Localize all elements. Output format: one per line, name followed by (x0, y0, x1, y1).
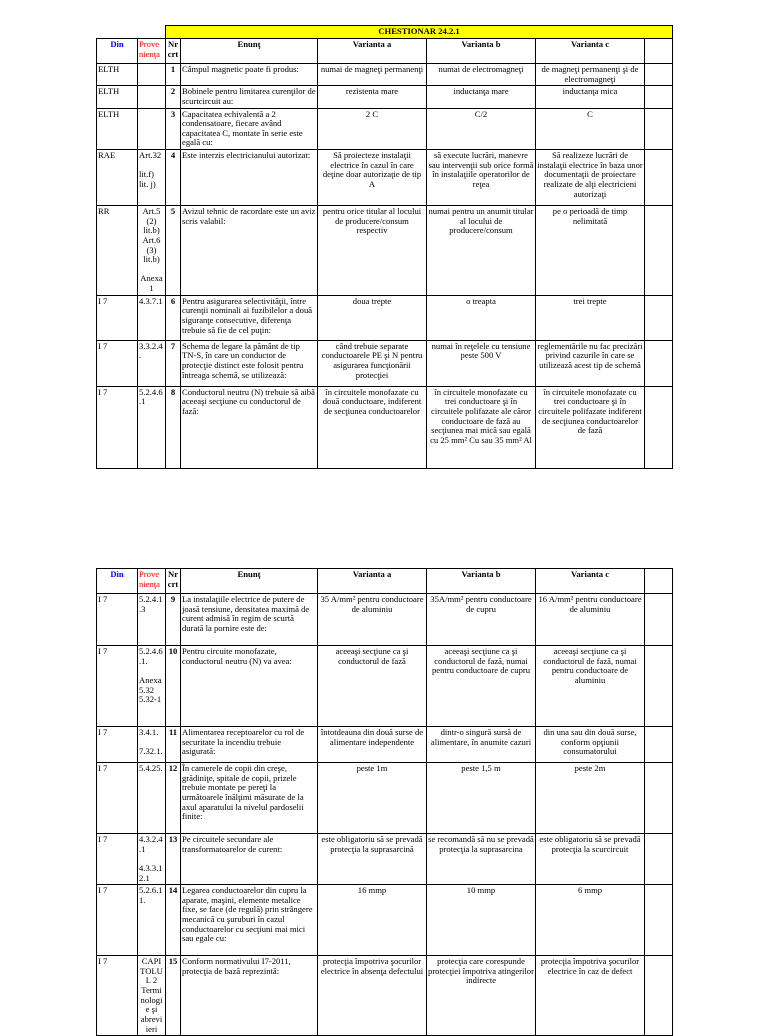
cell-varianta-c: este obligatoriu să se prevadă protecţia la scurcircuit (536, 834, 645, 885)
cell-varianta-c: protecţia împotriva şocurilor electrice în caz de defect (536, 956, 645, 1036)
cell-varianta-c: Să realizeze lucrări de instalaţii electrice în baza unor documentaţii de proiectare realizate de alţi electricieni autorizaţi (536, 150, 645, 206)
cell-din: I 7 (97, 340, 138, 386)
cell-nr: 5 (166, 206, 181, 296)
header-varianta-a: Varianta a (318, 569, 427, 594)
cell-nr: 10 (166, 646, 181, 727)
questionnaire-title: CHESTIONAR 24.2.1 (166, 26, 673, 39)
question-row (97, 594, 673, 646)
cell-varianta-c: în circuitele monofazate cu trei conductoare şi în circuitele polifazate indiferent de secţiunea conductoarelor de fază (536, 386, 645, 468)
cell-provenienta: CAPI TOLU L 2 Termi nologi e şi abrevi ieri (138, 956, 166, 1036)
cell-answer (645, 727, 673, 763)
cell-nr: 15 (166, 956, 181, 1036)
cell-varianta-c: aceeaşi secţiune ca şi conductorul de fază, numai pentru conductoare de aluminiu (536, 646, 645, 727)
cell-answer (645, 206, 673, 296)
cell-nr: 2 (166, 86, 181, 108)
header-varianta-b: Varianta b (427, 569, 536, 594)
question-row (97, 386, 673, 468)
cell-enunt: Pe circuitele secundare ale transformatoarelor de curent: (181, 834, 318, 885)
cell-din: I 7 (97, 295, 138, 340)
cell-varianta-b: peste 1,5 m (427, 763, 536, 834)
cell-varianta-c: 6 mmp (536, 885, 645, 956)
question-row (97, 86, 673, 108)
cell-varianta-a: doua trepte (318, 295, 427, 340)
cell-nr: 7 (166, 340, 181, 386)
cell-varianta-b: dintr-o singură sursă de alimentare, în anumite cazuri (427, 727, 536, 763)
header-answer-blank (645, 569, 673, 594)
cell-enunt: Conform normativului I7-2011, protecţia de bază reprezintă: (181, 956, 318, 1036)
cell-provenienta: 5.4.25. (138, 763, 166, 834)
cell-answer (645, 340, 673, 386)
cell-varianta-b: C/2 (427, 108, 536, 150)
cell-varianta-a: este obligatoriu să se prevadă protecţia la suprasarcină (318, 834, 427, 885)
cell-varianta-a: când trebuie separate conductoarele PE şi N pentru asigurarea funcţionării protecţiei (318, 340, 427, 386)
cell-answer (645, 108, 673, 150)
cell-varianta-a: aceeaşi secţiune ca şi conductorul de fază (318, 646, 427, 727)
cell-varianta-a: rezistenta mare (318, 86, 427, 108)
cell-varianta-c: C (536, 108, 645, 150)
cell-enunt: Este interzis electricianului autorizat: (181, 150, 318, 206)
cell-din: ELTH (97, 86, 138, 108)
cell-enunt: La instalaţiile electrice de putere de joasă tensiune, densitatea maximă de curent admisă în regim de scurtă durată la pornire este de: (181, 594, 318, 646)
cell-answer (645, 386, 673, 468)
cell-din: I 7 (97, 885, 138, 956)
question-row (97, 295, 673, 340)
cell-varianta-c: de magneţi permanenţi şi de electromagneţi (536, 64, 645, 86)
cell-provenienta: 3.3.2.4 . (138, 340, 166, 386)
cell-varianta-a: peste 1m (318, 763, 427, 834)
cell-nr: 13 (166, 834, 181, 885)
header-nr: Nr crt (166, 39, 181, 64)
cell-din: RAE (97, 150, 138, 206)
header-varianta-b: Varianta b (427, 39, 536, 64)
cell-provenienta: 5.2.4.1 .3 (138, 594, 166, 646)
cell-varianta-a: numai de magneţi permanenţi (318, 64, 427, 86)
cell-nr: 4 (166, 150, 181, 206)
question-row (97, 206, 673, 296)
header-varianta-c: Varianta c (536, 39, 645, 64)
title-row (97, 26, 673, 39)
cell-provenienta: 5.2.6.1 1. (138, 885, 166, 956)
cell-nr: 9 (166, 594, 181, 646)
cell-answer (645, 763, 673, 834)
cell-provenienta: 5.2.4.6 .1 (138, 386, 166, 468)
cell-answer (645, 86, 673, 108)
cell-varianta-b: inductanţa mare (427, 86, 536, 108)
question-row (97, 646, 673, 727)
cell-din: I 7 (97, 834, 138, 885)
cell-varianta-b: numai de electromagneţi (427, 64, 536, 86)
cell-enunt: Pentru asigurarea selectivităţii, între curenţii nominali ai fuzibilelor a două siguranţe consecutive, diferenţa trebuie să fie de cel puţin: (181, 295, 318, 340)
cell-varianta-a: în circuitele monofazate cu două conductoare, indiferent de secţiunea conductoarelor (318, 386, 427, 468)
cell-varianta-c: pe o perioadă de timp nelimitată (536, 206, 645, 296)
cell-provenienta (138, 86, 166, 108)
cell-enunt: Câmpul magnetic poate fi produs: (181, 64, 318, 86)
header-enunt: Enunţ (181, 39, 318, 64)
cell-enunt: Conductorul neutru (N) trebuie să aibă aceeaşi secţiune cu conductorul de fază: (181, 386, 318, 468)
cell-nr: 6 (166, 295, 181, 340)
header-provenienta: Prove nienţa (138, 569, 166, 594)
question-row (97, 150, 673, 206)
cell-varianta-b: numai pentru un anumit titular al locului de producere/consum (427, 206, 536, 296)
cell-varianta-c: din una sau din două surse, conform opţiunii consumatorului (536, 727, 645, 763)
cell-answer (645, 834, 673, 885)
cell-din: I 7 (97, 386, 138, 468)
cell-answer (645, 885, 673, 956)
cell-varianta-b: să execute lucrări, manevre sau intervenţii sub orice formă în instalaţiile operatorilor de reţea (427, 150, 536, 206)
cell-varianta-c: 16 A/mm² pentru conductoare de aluminiu (536, 594, 645, 646)
cell-nr: 8 (166, 386, 181, 468)
cell-enunt: Alimentarea receptoarelor cu rol de securitate la incendiu trebuie asigurată: (181, 727, 318, 763)
cell-varianta-b: 10 mmp (427, 885, 536, 956)
cell-din: ELTH (97, 64, 138, 86)
cell-provenienta: 5.2.4.6 .1. Anexa 5.32 5.32-1 (138, 646, 166, 727)
cell-varianta-a: întotdeauna din două surse de alimentare independente (318, 727, 427, 763)
header-row (97, 569, 673, 594)
header-enunt: Enunţ (181, 569, 318, 594)
cell-varianta-c: inductanţa mica (536, 86, 645, 108)
cell-provenienta (138, 108, 166, 150)
header-provenienta: Prove nienţa (138, 39, 166, 64)
cell-varianta-b: 35A/mm² pentru conductoare de cupru (427, 594, 536, 646)
cell-provenienta: 4.3.2.4 .1 4.3.3.1 2.1 (138, 834, 166, 885)
question-row (97, 340, 673, 386)
cell-varianta-b: protecţia care corespunde protecţiei împotriva atingerilor indirecte (427, 956, 536, 1036)
cell-nr: 1 (166, 64, 181, 86)
cell-varianta-a: 35 A/mm² pentru conductoare de aluminiu (318, 594, 427, 646)
header-answer-blank (645, 39, 673, 64)
header-varianta-c: Varianta c (536, 569, 645, 594)
cell-provenienta: Art.5 (2) lit.b) Art.6 (3) lit.b) Anexa 1 (138, 206, 166, 296)
cell-varianta-a: pentru orice titular al locului de producere/consum respectiv (318, 206, 427, 296)
cell-din: I 7 (97, 763, 138, 834)
cell-varianta-b: în circuitele monofazate cu trei conductoare şi în circuitele polifazate ale căror conductoare de fază au secţiunea mai mică sau egală cu 25 mm² Cu sau 35 mm² Al (427, 386, 536, 468)
cell-enunt: Legarea conductoarelor din cupru la aparate, maşini, elemente metalice fixe, se face (de regulă) prin strângere mecanică cu şuruburi în cazul conductoarelor cu secţiuni mai mici sau egale cu: (181, 885, 318, 956)
cell-answer (645, 594, 673, 646)
question-row (97, 108, 673, 150)
cell-answer (645, 150, 673, 206)
cell-din: I 7 (97, 646, 138, 727)
question-row (97, 885, 673, 956)
cell-varianta-b: o treapta (427, 295, 536, 340)
question-row (97, 727, 673, 763)
cell-varianta-b: numai în reţelele cu tensiune peste 500 V (427, 340, 536, 386)
cell-varianta-c: reglementările nu fac precizări privind cazurile în care se utilizează acest tip de schemă (536, 340, 645, 386)
header-din: Din (97, 39, 138, 64)
cell-varianta-c: peste 2m (536, 763, 645, 834)
cell-enunt: În camerele de copii din creşe, grădiniţe, spitale de copii, prizele trebuie montate pe pereţi la următoarele înălţimi măsurate de la axul aparatului la nivelul pardoselii finite: (181, 763, 318, 834)
cell-varianta-a: protecţia împotriva şocurilor electrice în absenţa defectului (318, 956, 427, 1036)
header-row (97, 39, 673, 64)
cell-nr: 3 (166, 108, 181, 150)
cell-varianta-b: se recomandă să nu se prevadă protecţia la suprasarcina (427, 834, 536, 885)
cell-enunt: Bobinele pentru limitarea curenţilor de scurtcircuit au: (181, 86, 318, 108)
header-din: Din (97, 569, 138, 594)
cell-answer (645, 295, 673, 340)
cell-enunt: Avizul tehnic de racordare este un aviz scris valabil: (181, 206, 318, 296)
cell-answer (645, 64, 673, 86)
cell-din: I 7 (97, 594, 138, 646)
cell-varianta-b: aceeaşi secţiune ca şi conductorul de fază, numai pentru conductoare de cupru (427, 646, 536, 727)
cell-varianta-a: Să proiecteze instalaţii electrice în cazul în care deţine doar autorizaţie de tip A (318, 150, 427, 206)
cell-nr: 12 (166, 763, 181, 834)
cell-nr: 14 (166, 885, 181, 956)
questionnaire-table-1 (96, 25, 673, 469)
cell-din: I 7 (97, 956, 138, 1036)
cell-enunt: Schema de legare la pământ de tip TN-S, în care un conductor de protecţie distinct este folosit pentru întreaga schemă, se utilizează: (181, 340, 318, 386)
cell-provenienta: 4.3.7.1 (138, 295, 166, 340)
cell-enunt: Capacitatea echivalentă a 2 condensatoare, fiecare având capacitatea C, montate în serie este egală cu: (181, 108, 318, 150)
cell-din: I 7 (97, 727, 138, 763)
header-nr: Nr crt (166, 569, 181, 594)
header-varianta-a: Varianta a (318, 39, 427, 64)
cell-din: ELTH (97, 108, 138, 150)
questionnaire-table-2 (96, 568, 673, 1036)
cell-enunt: Pentru circuite monofazate, conductorul neutru (N) va avea: (181, 646, 318, 727)
question-row (97, 763, 673, 834)
cell-provenienta: Art.32 lit.f) lit. j) (138, 150, 166, 206)
cell-provenienta: 3.4.1. 7.32.1. (138, 727, 166, 763)
cell-din: RR (97, 206, 138, 296)
cell-provenienta (138, 64, 166, 86)
cell-varianta-a: 2 C (318, 108, 427, 150)
cell-varianta-c: trei trepte (536, 295, 645, 340)
cell-nr: 11 (166, 727, 181, 763)
cell-varianta-a: 16 mmp (318, 885, 427, 956)
question-row (97, 64, 673, 86)
question-row (97, 834, 673, 885)
cell-answer (645, 646, 673, 727)
